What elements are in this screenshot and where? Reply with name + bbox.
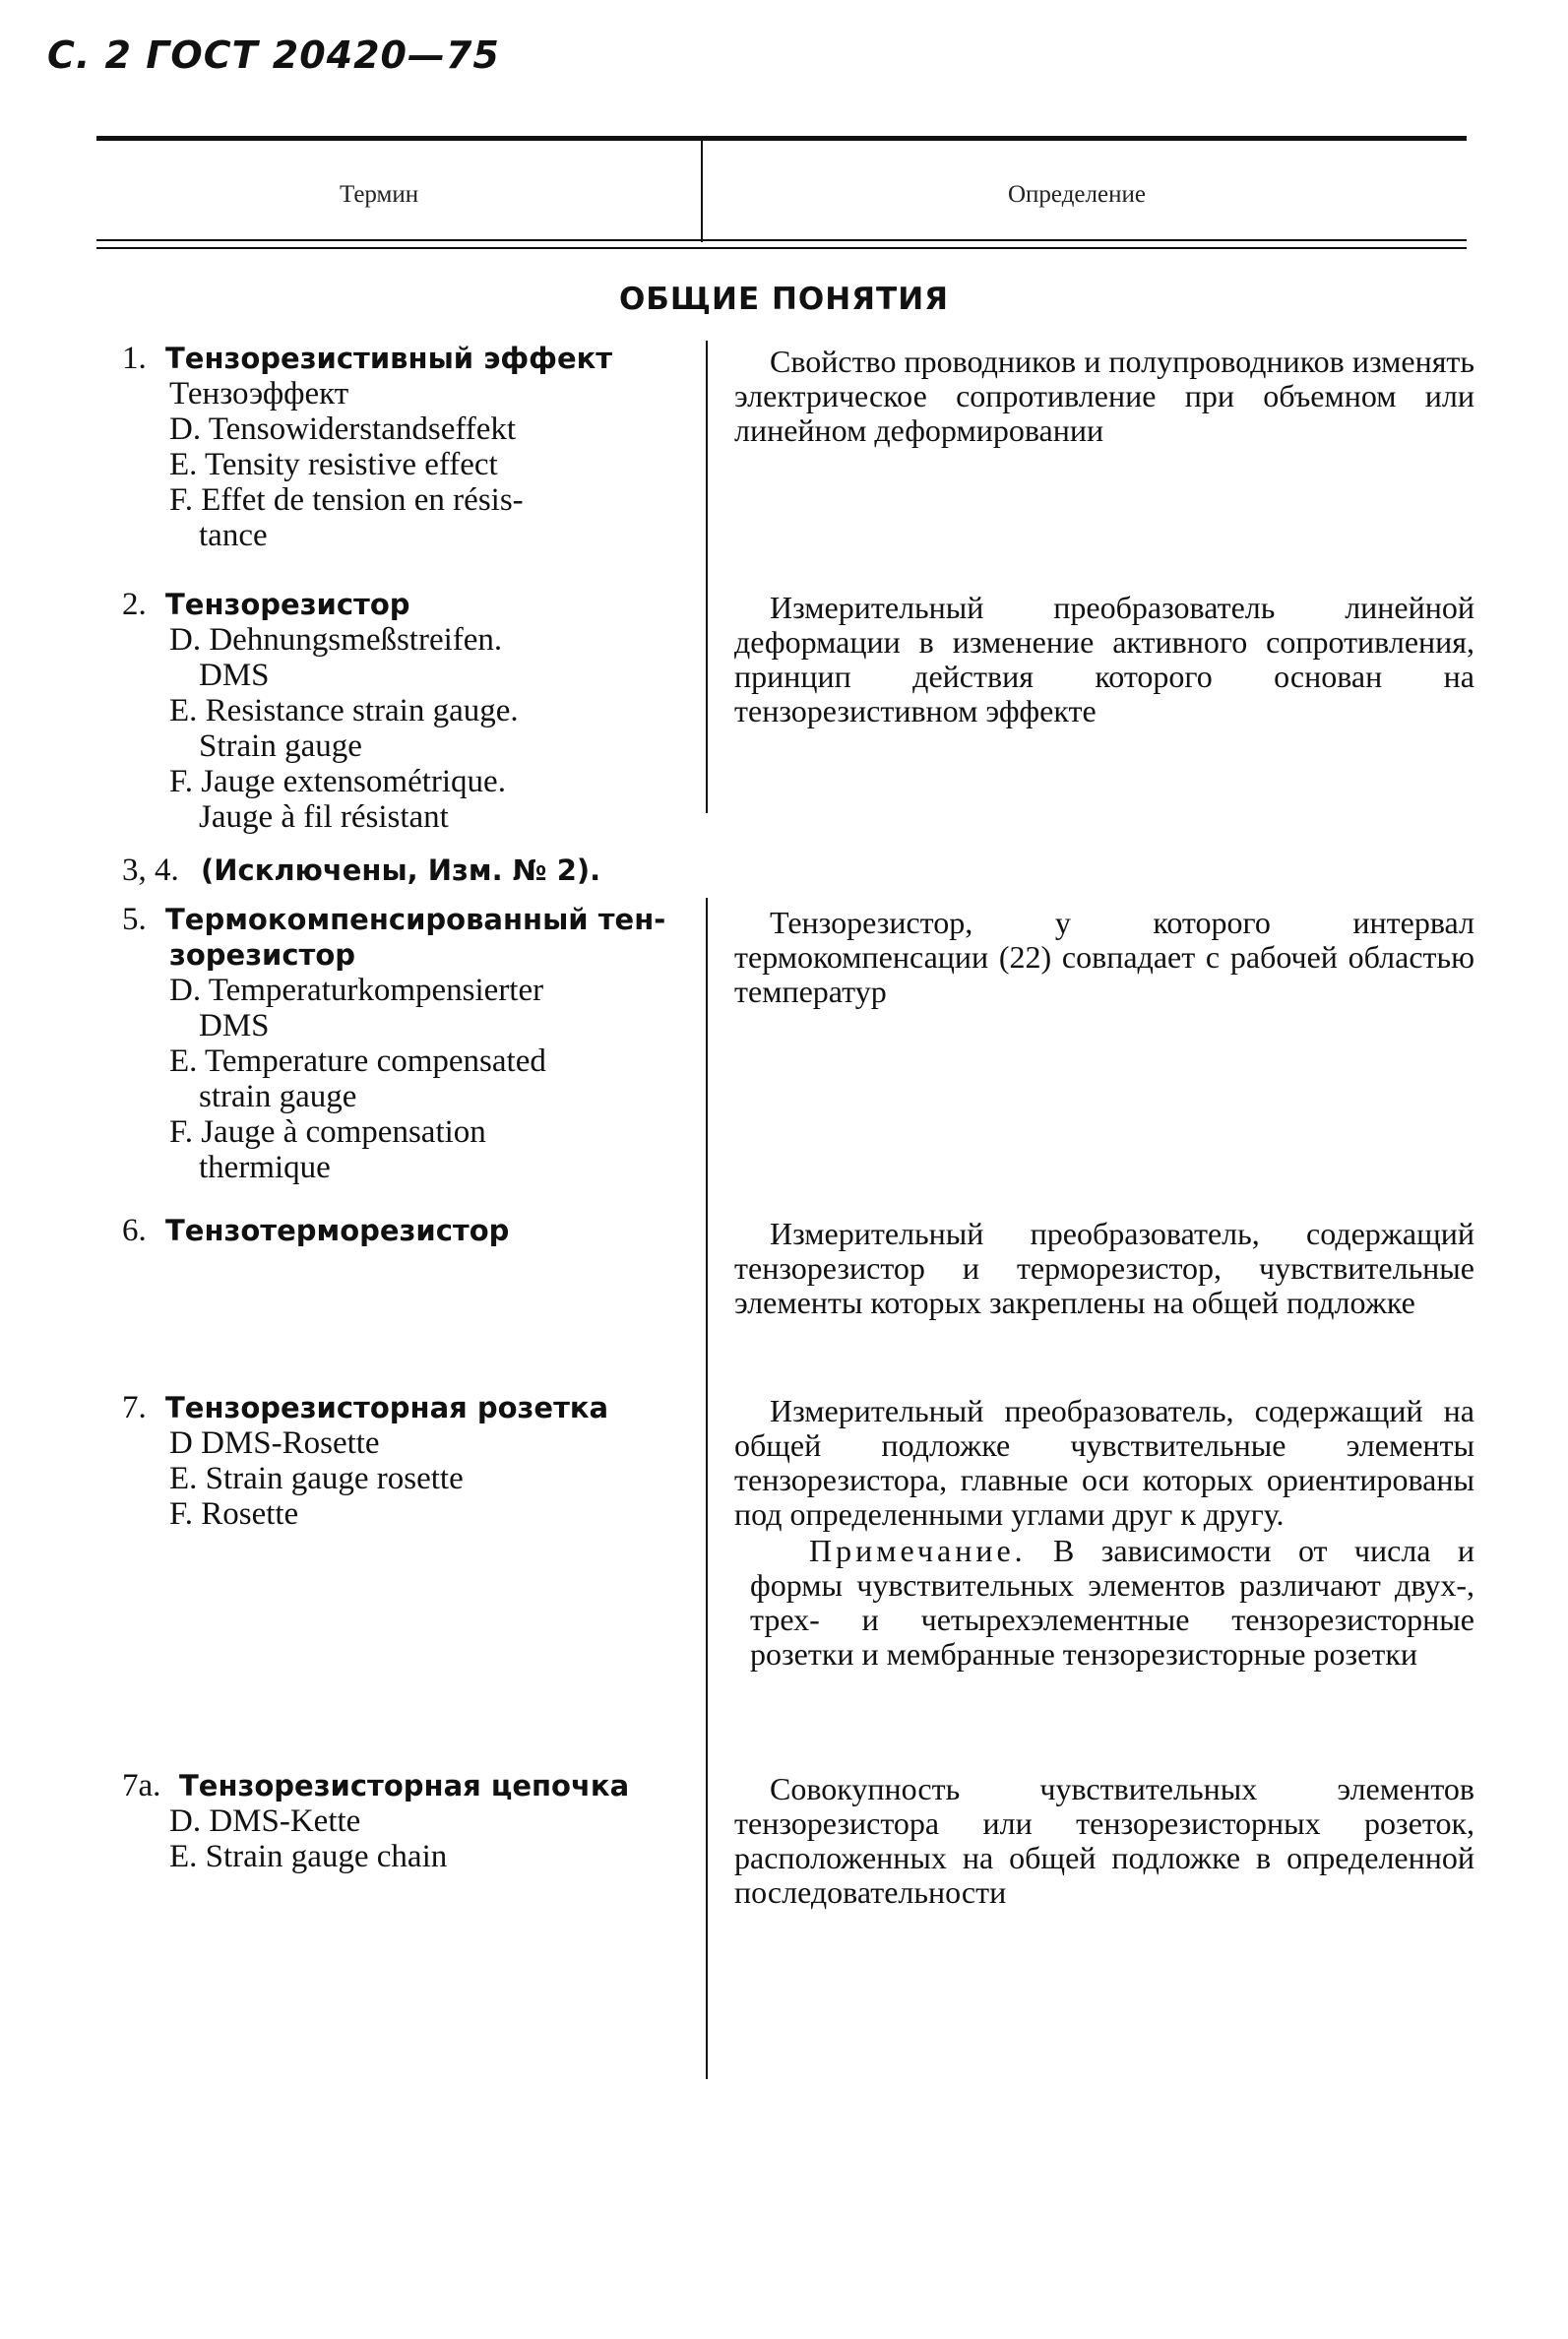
definition-7 [734, 1394, 1474, 1672]
term-title: Тензорезистор [165, 588, 410, 621]
header-rule-1 [96, 239, 1467, 241]
term-entry-5 [122, 902, 683, 1185]
definition-5 [734, 906, 1474, 1009]
section-title: ОБЩИЕ ПОНЯТИЯ [618, 282, 950, 317]
term-foreign: D. DMS-Kette [169, 1803, 361, 1839]
term-entry-1 [122, 341, 683, 553]
definition-text: Измерительный преобразователь, содержащий тензорезистор и терморезистор, чувствительные элементы которых закреплены на общей подложке [734, 1216, 1474, 1320]
table-top-rule [96, 136, 1467, 141]
definition-text: Измерительный преобразователь линейной деформации в изменение активного сопротивления, принцип действия которого основан на тензорезистивном эффекте [734, 590, 1474, 728]
term-entry-7 [122, 1390, 683, 1532]
definition-2 [734, 591, 1474, 728]
definition-6 [734, 1217, 1474, 1320]
term-foreign: Jauge à fil résistant [199, 799, 449, 835]
term-foreign: F. Jauge extensométrique. [169, 764, 506, 799]
term-foreign: D. Temperaturkompensierter [169, 973, 544, 1008]
term-number: 3, 4. [122, 853, 179, 888]
column-line [706, 898, 708, 2079]
term-entry-6 [122, 1213, 683, 1248]
term-foreign: E. Resistance strain gauge. [169, 693, 519, 728]
page-header: С. 2 ГОСТ 20420—75 [47, 33, 500, 77]
term-number: 1. [122, 341, 147, 376]
note-label: Примечание. [809, 1533, 1027, 1568]
term-number: 7а. [122, 1768, 161, 1803]
term-foreign: thermique [199, 1150, 331, 1185]
note-text: В зависимости от числа и формы чувствительных элементов различают двух-, трех- и четырехэлементные тензорезисторные розетки и мембранные тензорезисторные розетки [750, 1533, 1475, 1672]
definition-text: Совокупность чувствительных элементов тензорезистора или тензорезисторных розеток, расположенных на общей подложке в определенной последовательности [734, 1771, 1474, 1910]
term-foreign: E. Temperature compensated [169, 1043, 546, 1079]
definition-text: Измерительный преобразователь, содержащий на общей подложке чувствительные элементы тензорезистора, главные оси которых ориентированы под определенными углами друг к другу. [734, 1393, 1474, 1532]
term-title: Термокомпенсированный тен- [165, 903, 666, 936]
definition-7a [734, 1772, 1474, 1910]
term-foreign: E. Strain gauge chain [169, 1839, 448, 1874]
term-foreign: D DMS-Rosette [169, 1425, 380, 1461]
column-head-term: Термин [340, 181, 419, 208]
term-foreign: F. Rosette [169, 1496, 299, 1532]
term-number: 2. [122, 587, 147, 622]
term-title: Тензорезистивный эффект [165, 342, 613, 375]
term-number: 7. [122, 1390, 147, 1425]
column-head-definition: Определение [1008, 181, 1146, 208]
term-foreign: D. Dehnungsmeßstreifen. [169, 622, 503, 658]
term-title: Тензорезисторная розетка [165, 1391, 609, 1424]
term-title: (Исключены, Изм. № 2). [201, 853, 601, 887]
header-rule-2 [96, 247, 1467, 249]
term-foreign: F. Jauge à compensation [169, 1114, 486, 1150]
term-number: 5. [122, 902, 147, 937]
term-entry-7a [122, 1768, 683, 1874]
definition-text: Свойство проводников и полупроводников изменять электрическое сопротивление при объемном или линейном деформировании [734, 344, 1474, 448]
term-foreign: strain gauge [199, 1079, 357, 1114]
term-entry-2 [122, 587, 683, 835]
term-title-continued: зорезистор [169, 938, 356, 972]
term-foreign: E. Strain gauge rosette [169, 1461, 464, 1496]
column-divider [701, 140, 703, 242]
term-foreign: E. Tensity resistive effect [169, 447, 498, 482]
term-foreign: tance [199, 518, 268, 553]
term-number: 6. [122, 1213, 147, 1248]
term-foreign: DMS [199, 1008, 270, 1043]
term-title: Тензотерморезистор [165, 1214, 510, 1247]
term-foreign: DMS [199, 658, 270, 693]
term-foreign: D. Tensowiderstandseffekt [169, 411, 517, 447]
definition-note [734, 1534, 1474, 1672]
term-foreign: F. Effet de tension en résis- [169, 482, 524, 518]
term-title: Тензорезисторная цепочка [179, 1769, 630, 1802]
definition-text: Тензорезистор, у которого интервал термокомпенсации (22) совпадает с рабочей областью температур [734, 905, 1474, 1009]
definition-1 [734, 345, 1474, 448]
term-foreign: Strain gauge [199, 728, 362, 764]
column-line [706, 341, 708, 813]
term-entry-3-4 [122, 853, 683, 888]
term-synonym: Тензоэффект [169, 376, 349, 411]
